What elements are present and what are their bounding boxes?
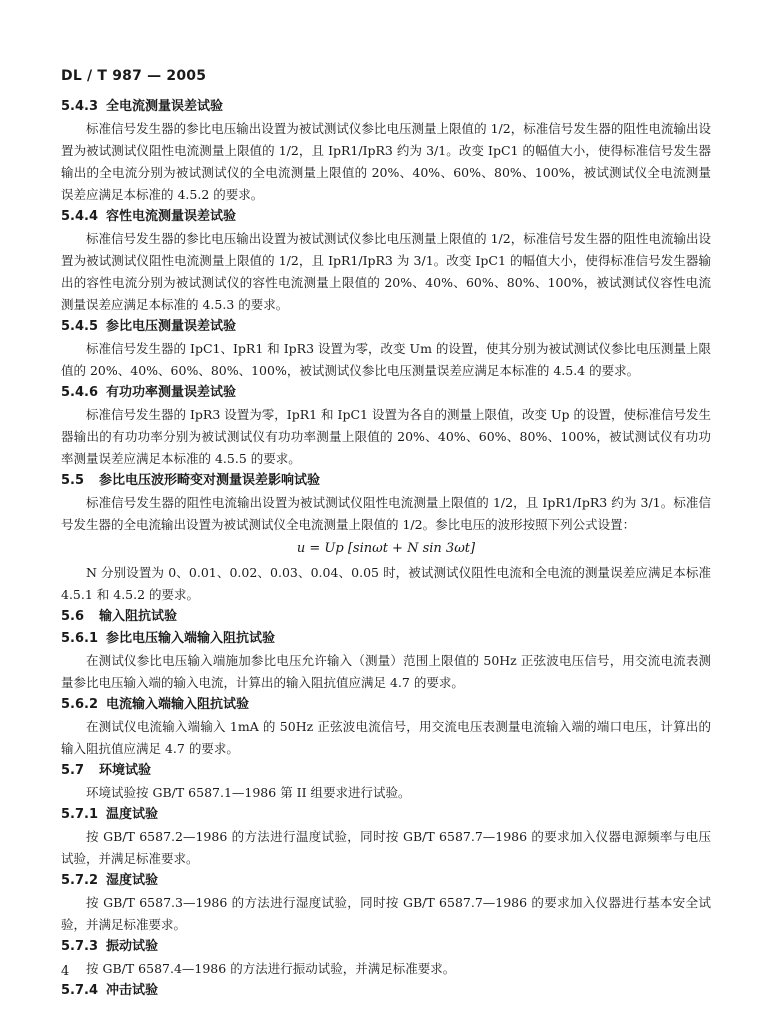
- paragraph: 标准信号发生器的 IpR3 设置为零，IpR1 和 IpC1 设置为各自的测量上限值，改变 Up 的设置，使标准信号发生器输出的有功功率分别为被试测试仪有功功率测量上限值的 20%、40%、60%、80%、100%，被试测试仪有功功率测量误差应满足本标准的 4.5.5 的要求。: [61, 407, 711, 466]
- section-heading: [61, 804, 711, 826]
- section-number: 5.6.1: [61, 631, 99, 646]
- paragraph: 按 GB/T 6587.4—1986 的方法进行振动试验，并满足标准要求。: [86, 961, 456, 976]
- section-number: 5.4.3: [61, 99, 99, 114]
- section-heading: [61, 206, 711, 228]
- paragraph: 按 GB/T 6587.2—1986 的方法进行温度试验，同时按 GB/T 6587.7—1986 的要求加入仪器电源频率与电压试验，并满足标准要求。: [61, 829, 711, 866]
- section-title: 电流输入端输入阻抗试验: [106, 697, 250, 712]
- standard-code: DL / T 987 — 2005: [61, 68, 207, 84]
- section-title: 参比电压测量误差试验: [106, 319, 237, 334]
- paragraph: 标准信号发生器的参比电压输出设置为被试测试仪参比电压测量上限值的 1/2，标准信号发生器的阻性电流输出设置为被试测试仪阻性电流测量上限值的 1/2，且 IpR1/IpR3 约为 3/1。改变 IpC1 的幅值大小，使得标准信号发生器输出的全电流分别为被试测试仪的全电流测量上限值的 20%、40%、60%、80%、100%，被试测试仪全电流测量误差应满足本标准的 4.5.2 的要求。: [61, 121, 711, 202]
- section-number: 5.7: [61, 763, 85, 778]
- section-number: 5.7.4: [61, 983, 99, 998]
- section-heading: [61, 316, 711, 338]
- paragraph: 按 GB/T 6587.3—1986 的方法进行湿度试验，同时按 GB/T 6587.7—1986 的要求加入仪器进行基本安全试验，并满足标准要求。: [61, 895, 711, 932]
- section-number: 5.7.3: [61, 939, 99, 954]
- paragraph: 在测试仪电流输入端输入 1mA 的 50Hz 正弦波电流信号，用交流电压表测量电流输入端的端口电压，计算出的输入阻抗值应满足 4.7 的要求。: [61, 719, 711, 756]
- section-heading: [61, 980, 711, 1002]
- section-number: 5.6: [61, 609, 85, 624]
- section-title: 冲击试验: [106, 983, 159, 998]
- section-heading: [61, 96, 711, 118]
- paragraph: 标准信号发生器的参比电压输出设置为被试测试仪参比电压测量上限值的 1/2，标准信号发生器的阻性电流输出设置为被试测试仪阻性电流测量上限值的 1/2，且 IpR1/IpR3 为 3/1。改变 IpC1 的幅值大小，使得标准信号发生器输出的容性电流分别为被试测试仪的容性电流测量上限值的 20%、40%、60%、80%、100%，被试测试仪容性电流测量误差应满足本标准的 4.5.3 的要求。: [61, 231, 711, 312]
- paragraph: 标准信号发生器的 IpC1、IpR1 和 IpR3 设置为零，改变 Um 的设置，使其分别为被试测试仪参比电压测量上限值的 20%、40%、60%、80%、100%，被试测试仪参比电压测量误差应满足本标准的 4.5.4 的要求。: [61, 341, 711, 378]
- section-number: 5.4.6: [61, 385, 99, 400]
- section-title: 有功功率测量误差试验: [106, 385, 237, 400]
- section-heading: [61, 470, 711, 492]
- section-number: 5.6.2: [61, 697, 99, 712]
- section-number: 5.4.4: [61, 209, 99, 224]
- section-title: 容性电流测量误差试验: [106, 209, 237, 224]
- section-title: 参比电压波形畸变对测量误差影响试验: [99, 473, 321, 488]
- section-heading: [61, 382, 711, 404]
- waveform-formula: u = Up [sinωt + N sin 3ωt]: [296, 541, 476, 556]
- section-number: 5.5: [61, 473, 85, 488]
- section-title: 温度试验: [106, 807, 159, 822]
- section-number: 5.7.2: [61, 873, 99, 888]
- section-heading: [61, 606, 711, 628]
- section-title: 参比电压输入端输入阻抗试验: [106, 631, 276, 646]
- section-heading: [61, 628, 711, 650]
- paragraph: 在测试仪参比电压输入端施加参比电压允许输入（测量）范围上限值的 50Hz 正弦波电压信号，用交流电流表测量参比电压输入端的输入电流，计算出的输入阻抗值应满足 4.7 的要求。: [61, 653, 711, 690]
- section-heading: [61, 870, 711, 892]
- body-content: [61, 96, 711, 1002]
- page-number: 4: [61, 964, 70, 979]
- section-number: 5.4.5: [61, 319, 99, 334]
- section-title: 振动试验: [106, 939, 159, 954]
- section-heading: [61, 694, 711, 716]
- section-title: 输入阻抗试验: [99, 609, 178, 624]
- section-title: 环境试验: [99, 763, 152, 778]
- section-heading: [61, 760, 711, 782]
- paragraph: 标准信号发生器的阻性电流输出设置为被试测试仪阻性电流测量上限值的 1/2，且 IpR1/IpR3 约为 3/1。标准信号发生器的全电流输出设置为被试测试仪全电流测量上限值的 1/2。参比电压的波形按照下列公式设置：: [61, 495, 711, 532]
- paragraph: 环境试验按 GB/T 6587.1—1986 第 II 组要求进行试验。: [86, 785, 411, 800]
- section-title: 全电流测量误差试验: [106, 99, 224, 114]
- section-title: 湿度试验: [106, 873, 159, 888]
- section-heading: [61, 936, 711, 958]
- section-number: 5.7.1: [61, 807, 99, 822]
- paragraph: N 分别设置为 0、0.01、0.02、0.03、0.04、0.05 时，被试测试仪阻性电流和全电流的测量误差应满足本标准 4.5.1 和 4.5.2 的要求。: [61, 565, 711, 602]
